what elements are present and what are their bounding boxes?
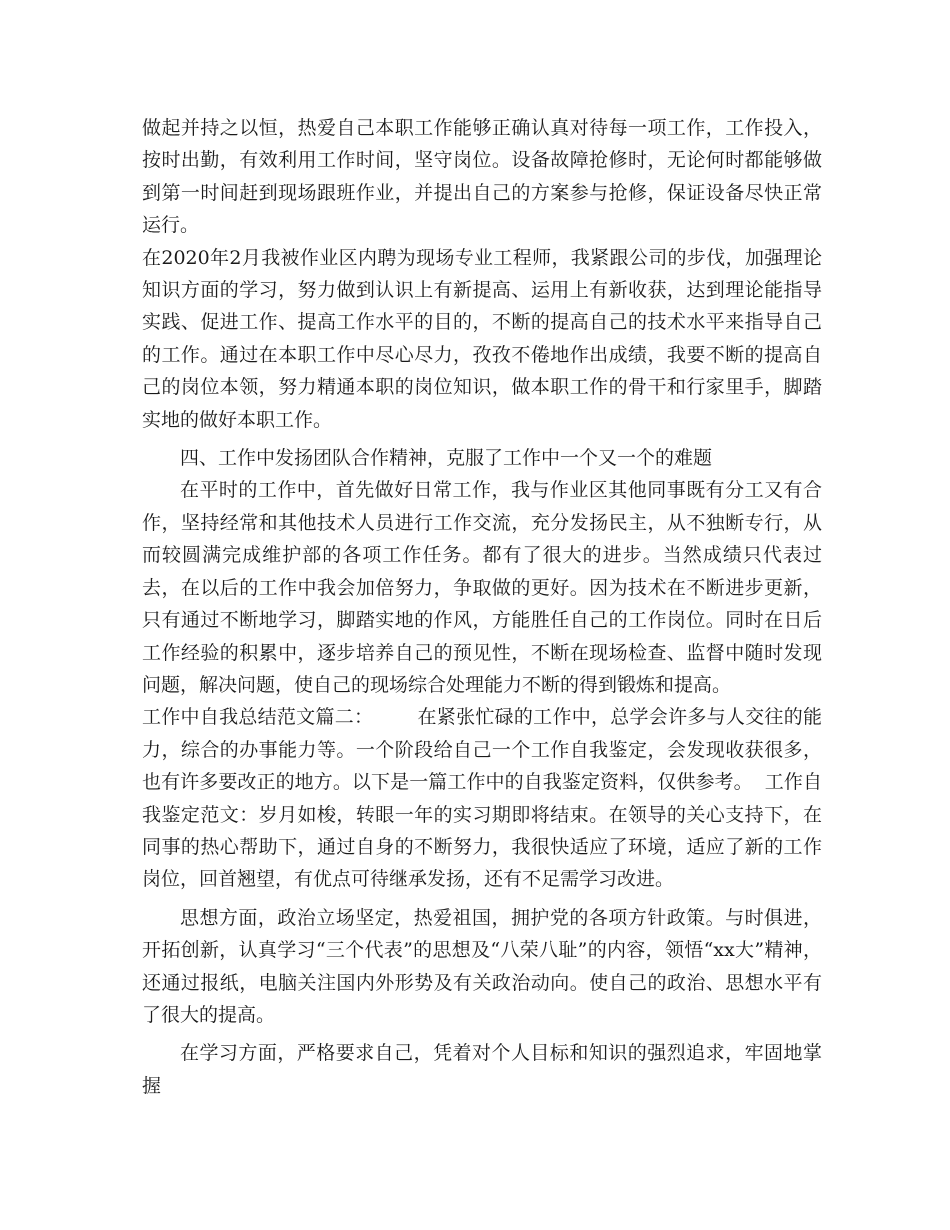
paragraph-study: 在学习方面，严格要求自己，凭着对个人目标和知识的强烈追求，牢固地掌握 — [142, 1042, 822, 1097]
document-body — [142, 112, 822, 1102]
sample-two-intro: 在紧张忙碌的工作中，总学会许多与人交往的能力，综合的办事能力等。一个阶段给自己一个工作自我鉴定，会发现收获很多，也有许多要改正的地方。以下是一篇工作中的自我鉴定资料，仅供参考。 — [142, 706, 822, 794]
paragraph-work-attitude: 做起并持之以恒，热爱自己本职工作能够正确认真对待每一项工作，工作投入，按时出勤，有效利用工作时间，坚守岗位。设备故障抢修时，无论何时都能够做到第一时间赶到现场跟班作业，并提出自己的方案参与抢修，保证设备尽快正常运行。 — [142, 117, 822, 237]
sample-two-title: 工作中自我总结范文篇二： — [142, 706, 374, 729]
paragraph-engineer-appointment: 在2020年2月我被作业区内聘为现场专业工程师，我紧跟公司的步伐，加强理论知识方面的学习，努力做到认识上有新提高、运用上有新收获，达到理论能指导实践、促进工作、提高工作水平的目的，不断的提高自己的技术水平来指导自己的工作。通过在本职工作中尽心尽力，孜孜不倦地作出成绩，我要不断的提高自己的岗位本领，努力精通本职的岗位知识，做本职工作的骨干和行家里手，脚踏实地的做好本职工作。 — [142, 246, 822, 431]
sample-two-text: 工作自我鉴定范文：岁月如梭，转眼一年的实习期即将结束。在领导的关心支持下，在同事的热心帮助下，通过自身的不断努力，我很快适应了环境，适应了新的工作岗位，回首翘望，有优点可待继承发扬，还有不足需学习改进。 — [142, 771, 822, 891]
paragraph-teamwork: 在平时的工作中，首先做好日常工作，我与作业区其他同事既有分工又有合作，坚持经常和其他技术人员进行工作交流，充分发扬民主，从不独断专行，从而较圆满完成维护部的各项工作任务。都有了很大的进步。当然成绩只代表过去，在以后的工作中我会加倍努力，争取做的更好。因为技术在不断进步更新，只有通过不断地学习，脚踏实地的作风，方能胜任自己的工作岗位。同时在日后工作经验的积累中，逐步培养自己的预见性，不断在现场检查、监督中随时发现问题，解决问题，使自己的现场综合处理能力不断的得到锻炼和提高。 — [142, 479, 822, 696]
paragraph-sample-two — [142, 701, 822, 895]
paragraph-ideology: 思想方面，政治立场坚定，热爱祖国，拥护党的各项方针政策。与时俱进，开拓创新，认真学习“三个代表”的思想及“八荣八耻”的内容，领悟“xx大”精神，还通过报纸，电脑关注国内外形势及有关政治动向。使自己的政治、思想水平有了很大的提高。 — [142, 906, 822, 1026]
section-heading-teamwork: 四、工作中发扬团队合作精神，克服了工作中一个又一个的难题 — [180, 447, 713, 470]
